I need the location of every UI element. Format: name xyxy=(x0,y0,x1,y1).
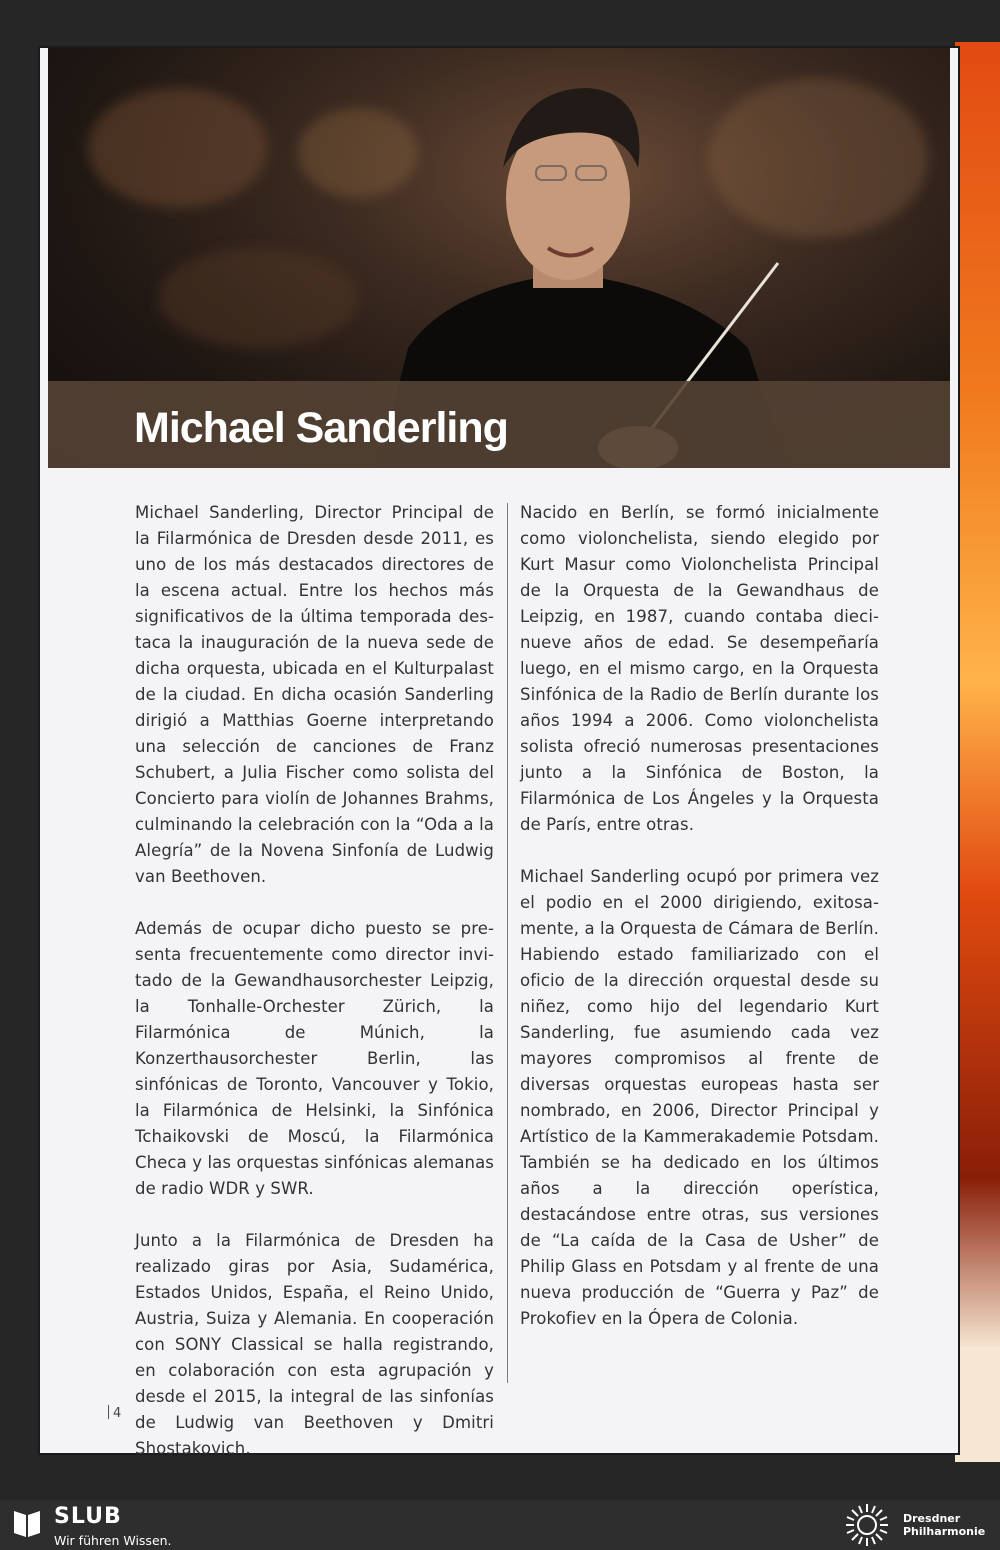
conductor-photo xyxy=(48,48,950,468)
page-title: Michael Sanderling xyxy=(134,404,508,452)
adjacent-page-edge xyxy=(955,42,1000,1462)
paragraph: Michael Sanderling, Director Principal de la Filarmónica de Dresden desde 2011, es uno de los más destacados directores de la escena actual. Entre los hechos más significativos de la última temporada destaca la inauguración de la nueva sede de dicha orquesta, ubicada en el Kulturpalast de la ciudad. En dicha ocasión Sanderling dirigió a Matthias Goerne interpretando una selección de canciones de Franz Schubert, a Julia Fischer como solista del Concierto para violín de Johannes Brahms, culminando la celebración con la “Oda a la Alegría” de la Novena Sinfonía de Ludwig van Beethoven. xyxy=(135,503,494,886)
library-name: SLUB xyxy=(54,1504,122,1529)
orchestra-name-line2: Philharmonie xyxy=(903,1525,986,1538)
slub-book-icon xyxy=(12,1507,42,1539)
viewer-footer xyxy=(0,1500,1000,1550)
brochure-page xyxy=(40,48,958,1458)
page-number: 4 xyxy=(108,1405,121,1421)
left-column xyxy=(135,500,494,1488)
orchestra-name xyxy=(903,1512,985,1538)
orchestra-name-line1: Dresdner xyxy=(903,1512,961,1525)
right-column xyxy=(520,500,879,1358)
paragraph: Además de ocupar dicho puesto se presenta frecuentemente como director invitado de la Gewandhausorchester Leipzig, la Tonhalle-Orchester Zürich, la Filarmónica de Múnich, la Konzerthausorchester Berlin, las sinfónicas de Toronto, Vancouver y Tokio, la Filarmónica de Helsinki, la Sinfónica Tchaikovski de Moscú, la Filarmónica Checa y las orquestas sinfónicas alemanas de radio WDR y SWR. xyxy=(135,919,494,1198)
library-tagline: Wir führen Wissen. xyxy=(54,1533,172,1548)
paragraph: Michael Sanderling ocupó por primera vez el podio en el 2000 dirigiendo, exitosamente, a la Orquesta de Cámara de Berlín. Habiendo estado familiarizado con el oficio de la dirección orquestal desde su niñez, como hijo del legendario Kurt Sanderling, fue asumiendo cada vez mayores compromisos al frente de diversas orquestas europeas hasta ser nombrado, en 2006, Director Principal y Artístico de la Kammerakademie Potsdam. También se ha dedicado en los últimos años a la dirección operística, destacándose entre otras, sus versiones de “La caída de la Casa de Usher” de Philip Glass en Potsdam y al frente de una nueva producción de “Guerra y Paz” de Prokofiev en la Ópera de Colonia. xyxy=(520,867,879,1328)
philharmonie-sunburst-icon xyxy=(842,1502,892,1548)
paragraph: Junto a la Filarmónica de Dresden ha realizado giras por Asia, Sudamérica, Estados Unidos, España, el Reino Unido, Austria, Suiza y Alemania. En cooperación con SONY Classical se halla registrando, en colaboración con esta agrupación y desde el 2015, la integral de las sinfonías de Ludwig van Beethoven y Dmitri Shostakovich. xyxy=(135,1231,494,1458)
paragraph: Nacido en Berlín, se formó inicialmente como violonchelista, siendo elegido por Kurt Masur como Violonchelista Principal de la Orquesta de la Gewandhaus de Leipzig, en 1987, cuando contaba diecinueve años de edad. Se desempeñaría luego, en el mismo cargo, en la Orquesta Sinfónica de la Radio de Berlín durante los años 1994 a 2006. Como violonchelista solista ofreció numerosas presentaciones junto a la Sinfónica de Boston, la Filarmónica de Los Ángeles y la Orquesta de París, entre otras. xyxy=(520,503,879,834)
column-divider xyxy=(507,503,508,1383)
